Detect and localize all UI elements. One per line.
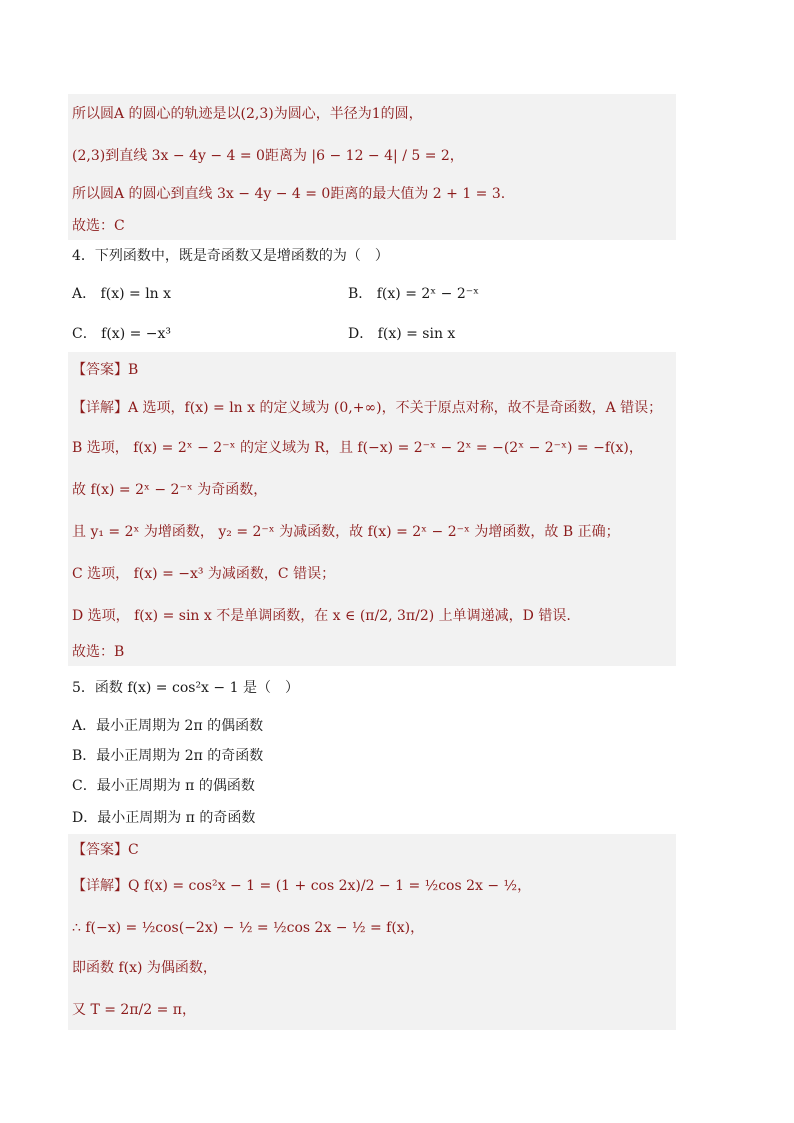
q5-option-b: B．最小正周期为 2π 的奇函数 — [72, 748, 264, 764]
q5-answer: 【答案】C — [72, 842, 139, 858]
q5-option-c: C．最小正周期为 π 的偶函数 — [72, 778, 255, 794]
q4-conclusion: 故选：B — [72, 644, 125, 660]
q4-detail-line: 故 f(x) = 2ˣ − 2⁻ˣ 为奇函数， — [72, 482, 268, 498]
q5-option-a: A．最小正周期为 2π 的偶函数 — [72, 718, 264, 734]
q4-detail-line: 且 y₁ = 2ˣ 为增函数， y₂ = 2⁻ˣ 为减函数，故 f(x) = 2ˣ − 2⁻ˣ 为增函数，故 B 正确； — [72, 524, 620, 540]
solution-conclusion: 故选：C — [72, 218, 125, 234]
q5-detail-line: 【详解】Q f(x) = cos²x − 1 = (1 + cos 2x)/2 − 1 = ½cos 2x − ½， — [72, 878, 532, 894]
q4-detail-line: C 选项， f(x) = −x³ 为减函数，C 错误； — [72, 566, 336, 582]
q4-option-a: A． f(x) = ln x — [72, 286, 172, 302]
q4-detail-line: 【详解】A 选项，f(x) = ln x 的定义域为 (0,+∞)，不关于原点对称，故不是奇函数，A 错误； — [72, 400, 663, 416]
q4-detail-line: B 选项， f(x) = 2ˣ − 2⁻ˣ 的定义域为 R，且 f(−x) = 2⁻ˣ − 2ˣ = −(2ˣ − 2⁻ˣ) = −f(x)， — [72, 440, 643, 456]
q4-option-b: B． f(x) = 2ˣ − 2⁻ˣ — [348, 286, 480, 302]
q4-option-d: D． f(x) = sin x — [348, 326, 456, 342]
q5-option-d: D．最小正周期为 π 的奇函数 — [72, 810, 256, 826]
q4-answer: 【答案】B — [72, 362, 139, 378]
q4-option-c: C． f(x) = −x³ — [72, 326, 172, 342]
q5-detail-line: 即函数 f(x) 为偶函数， — [72, 960, 217, 976]
solution-line: 所以圆A 的圆心的轨迹是以(2,3)为圆心，半径为1的圆， — [72, 106, 423, 122]
question-5-stem: 5．函数 f(x) = cos²x − 1 是（ ） — [72, 680, 299, 696]
q4-detail-line: D 选项， f(x) = sin x 不是单调函数，在 x ∈ (π/2, 3π/2) 上单调递减，D 错误. — [72, 608, 571, 624]
solution-line: 所以圆A 的圆心到直线 3x − 4y − 4 = 0距离的最大值为 2 + 1 = 3. — [72, 186, 506, 202]
q5-detail-line: 又 T = 2π/2 = π， — [72, 1002, 196, 1018]
solution-line: (2,3)到直线 3x − 4y − 4 = 0距离为 |6 − 12 − 4| / 5 = 2， — [72, 148, 464, 164]
q5-detail-line: ∴ f(−x) = ½cos(−2x) − ½ = ½cos 2x − ½ = f(x)， — [72, 920, 425, 936]
question-4-stem: 4．下列函数中，既是奇函数又是增函数的为（ ） — [72, 248, 389, 264]
